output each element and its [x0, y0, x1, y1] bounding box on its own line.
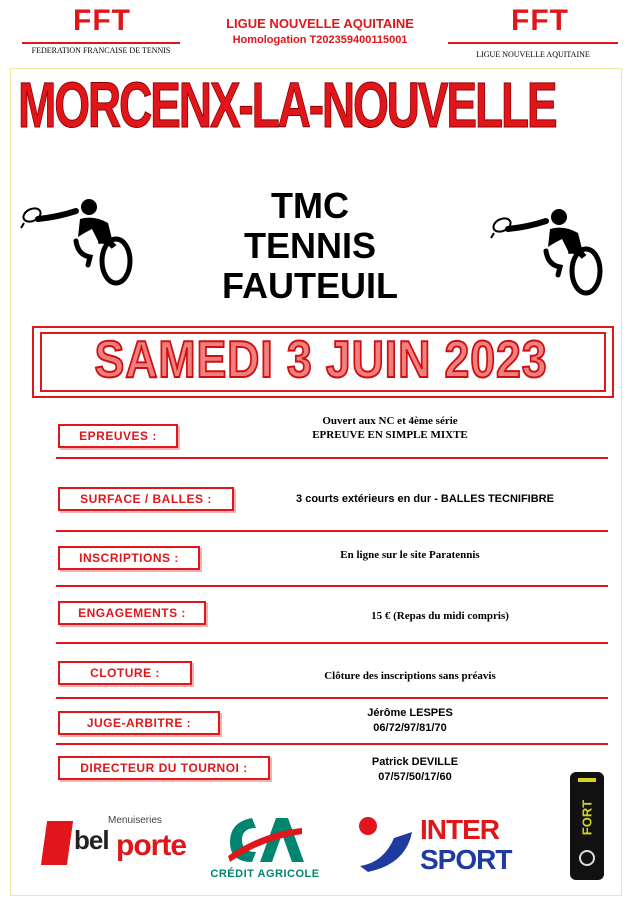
- dunlop-icon: [579, 850, 595, 866]
- row-divider: [56, 743, 608, 745]
- intersport-name-a: INTER: [420, 814, 499, 845]
- row-label-juge-arbitre: JUGE-ARBITRE :: [58, 711, 220, 735]
- row-value: 15 € (Repas du midi compris): [371, 610, 509, 622]
- event-line-2: TENNIS: [243, 225, 376, 266]
- belporte-name-a: bel: [74, 825, 109, 855]
- belporte-name-b: porte: [116, 829, 186, 862]
- belporte-logo: [44, 815, 186, 875]
- row-value: EPREUVE EN SIMPLE MIXTE: [312, 429, 468, 441]
- credit-agricole-icon: [222, 812, 306, 868]
- row-label-surface: SURFACE / BALLES :: [58, 487, 234, 511]
- city-title: MORCENX-LA-NOUVELLE: [18, 69, 556, 141]
- wheelchair-tennis-icon: [488, 205, 608, 300]
- belporte-mark: [41, 821, 73, 865]
- divider: [448, 42, 618, 44]
- divider: [22, 42, 180, 44]
- event-date: SAMEDI 3 JUIN 2023: [94, 331, 548, 389]
- fft-caption-left: FEDERATION FRANCAISE DE TENNIS: [31, 46, 171, 55]
- row-value: 06/72/97/81/70: [373, 722, 447, 734]
- tube-label: FORT: [579, 799, 595, 836]
- row-value: 3 courts extérieurs en dur - BALLES TECNIFIBRE: [296, 493, 554, 505]
- fft-logo-left: FFT: [73, 4, 131, 37]
- row-label-cloture: CLOTURE :: [58, 661, 192, 685]
- row-label-epreuves: EPREUVES :: [58, 424, 178, 448]
- intersport-icon: [354, 814, 414, 874]
- ligue-title: LIGUE NOUVELLE AQUITAINE: [226, 16, 414, 31]
- row-divider: [56, 585, 608, 587]
- row-divider: [56, 642, 608, 644]
- intersport-name-b: SPORT: [420, 844, 512, 875]
- row-value: Clôture des inscriptions sans préavis: [324, 670, 496, 682]
- row-label-directeur: DIRECTEUR DU TOURNOI :: [58, 756, 270, 780]
- event-line-1: TMC: [271, 185, 349, 226]
- event-line-3: FAUTEUIL: [222, 265, 398, 306]
- fft-caption-right: LIGUE NOUVELLE AQUITAINE: [476, 50, 590, 59]
- homologation: Homologation T202359400115001: [232, 34, 408, 46]
- row-label-inscriptions: INSCRIPTIONS :: [58, 546, 200, 570]
- row-divider: [56, 530, 608, 532]
- row-value: 07/57/50/17/60: [378, 771, 452, 783]
- row-value: Jérôme LESPES: [367, 707, 453, 719]
- wheelchair-tennis-icon: [18, 195, 138, 290]
- row-value: Ouvert aux NC et 4ème série: [322, 415, 458, 427]
- row-value: En ligne sur le site Paratennis: [340, 549, 480, 561]
- fft-logo-right: FFT: [511, 4, 569, 37]
- tube-band: [578, 778, 596, 782]
- belporte-tagline: Menuiseries: [108, 815, 162, 826]
- ball-tube-icon: [570, 772, 604, 880]
- credit-agricole-caption: CRÉDIT AGRICOLE: [210, 868, 320, 880]
- row-divider: [56, 697, 608, 699]
- row-value: Patrick DEVILLE: [371, 756, 459, 768]
- row-divider: [56, 457, 608, 459]
- row-label-engagements: ENGAGEMENTS :: [58, 601, 206, 625]
